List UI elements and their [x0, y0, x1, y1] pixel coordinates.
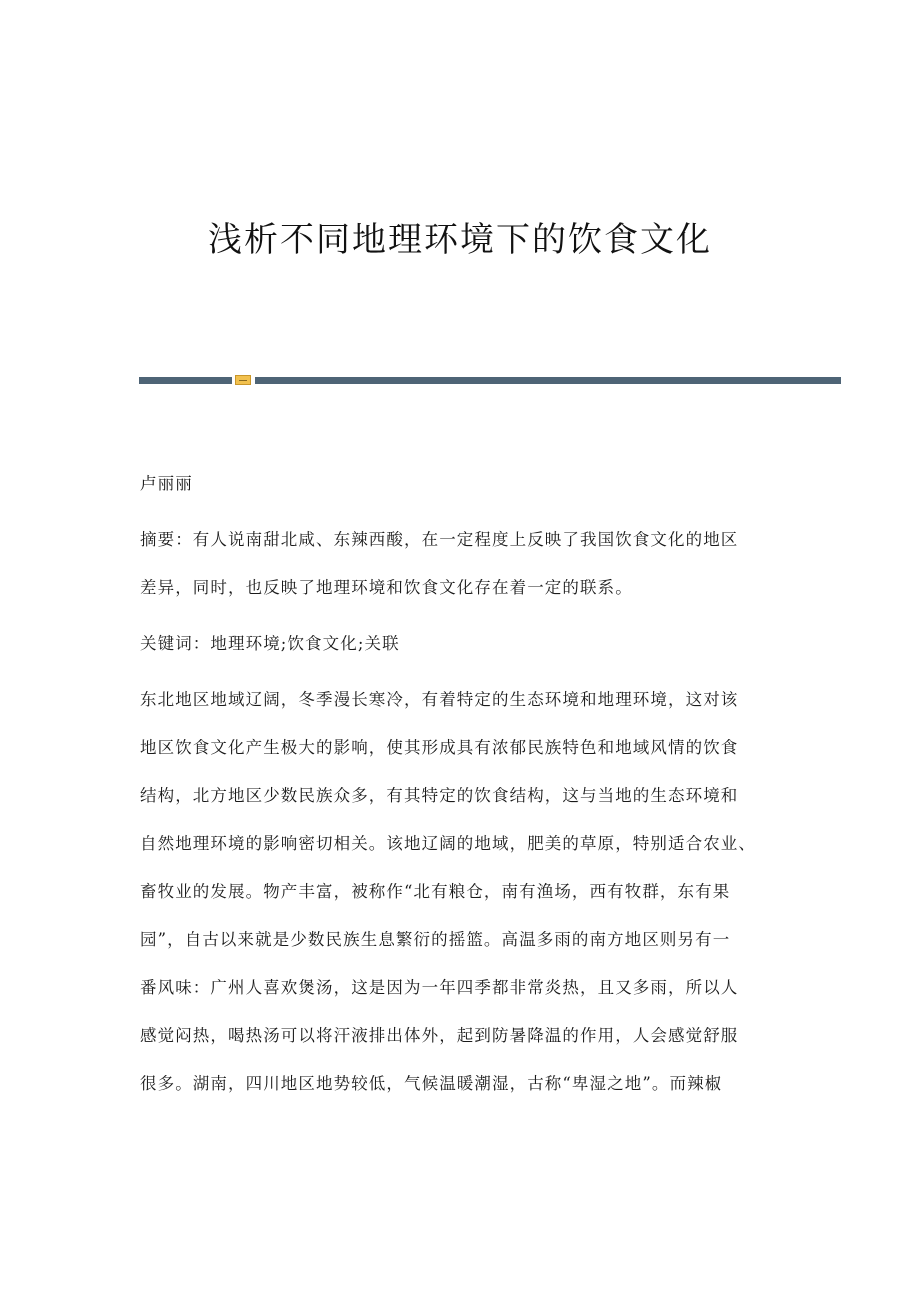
abstract-line: 摘要：有人说南甜北咸、东辣西酸，在一定程度上反映了我国饮食文化的地区: [140, 530, 739, 549]
body-line: 番风味：广州人喜欢煲汤，这是因为一年四季都非常炎热，且又多雨，所以人: [140, 978, 739, 997]
body-line: 很多。湖南，四川地区地势较低，气候温暖潮湿，古称“卑湿之地”。而辣椒: [140, 1074, 723, 1093]
body-line: 东北地区地域辽阔，冬季漫长寒冷，有着特定的生态环境和地理环境，这对该: [140, 690, 739, 709]
body-line: 畜牧业的发展。物产丰富，被称作“北有粮仓，南有渔场，西有牧群，东有果: [140, 882, 731, 901]
title-divider: [139, 375, 841, 385]
divider-left-bar: [139, 377, 232, 384]
body-line: 结构，北方地区少数民族众多，有其特定的饮食结构，这与当地的生态环境和: [140, 786, 739, 805]
body-line: 园”，自古以来就是少数民族生息繁衍的摇篮。高温多雨的南方地区则另有一: [140, 930, 731, 949]
divider-right-bar: [255, 377, 841, 384]
keywords-line: 关键词：地理环境;饮食文化;关联: [140, 634, 400, 653]
author-name: 卢丽丽: [140, 474, 193, 493]
abstract-line: 差异，同时，也反映了地理环境和饮食文化存在着一定的联系。: [140, 578, 633, 597]
page-title: 浅析不同地理环境下的饮食文化: [208, 220, 712, 260]
body-line: 自然地理环境的影响密切相关。该地辽阔的地域，肥美的草原，特别适合农业、: [140, 834, 756, 853]
body-line: 地区饮食文化产生极大的影响，使其形成具有浓郁民族特色和地域风情的饮食: [140, 738, 739, 757]
body-line: 感觉闷热，喝热汤可以将汗液排出体外，起到防暑降温的作用，人会感觉舒服: [140, 1026, 739, 1045]
document-icon: [235, 375, 251, 385]
